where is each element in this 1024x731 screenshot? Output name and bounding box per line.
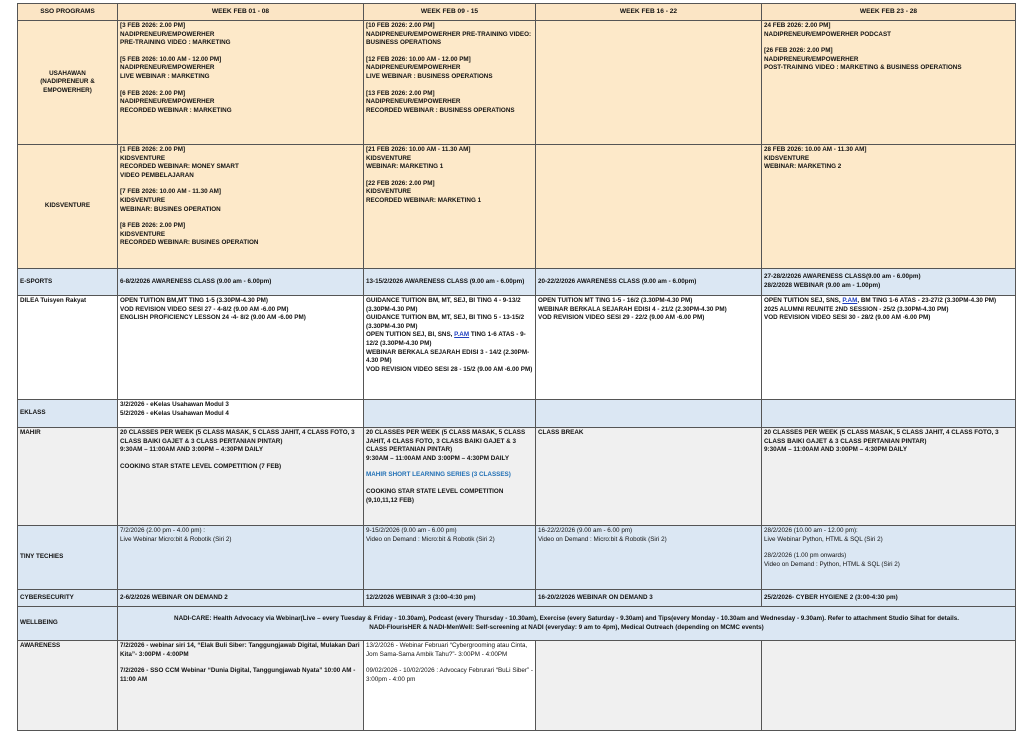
- program-dilea: DILEA Tuisyen Rakyat: [18, 296, 118, 400]
- header-week-1: WEEK FEB 01 - 08: [118, 4, 364, 21]
- row-wellbeing: [18, 607, 1016, 641]
- event-line: 20 CLASSES PER WEEK (5 CLASS MASAK, 5 CLASS JAHIT, 4 CLASS FOTO, 3 CLASS BAIKI GAJET & 3 CLASS PERTANIAN PINTAR): [366, 429, 527, 454]
- tiny-week-1: [118, 526, 364, 590]
- event-line: 9:30AM – 11:00AM AND 3:00PM – 4:30PM DAILY: [366, 454, 510, 462]
- tiny-week-2: [364, 526, 536, 590]
- usahawan-week-4: [762, 21, 1016, 145]
- event-line: LIVE WEBINAR : BUSINESS OPERATIONS: [366, 72, 493, 80]
- event-line: [366, 331, 533, 348]
- kidsventure-week-4: [762, 145, 1016, 269]
- eklass-week-4: [762, 400, 1016, 428]
- event-line: RECORDED WEBINAR : BUSINESS OPERATIONS: [366, 106, 515, 114]
- event-line: 7/2/2026 - webinar siri 14, “Elak Buli Siber: Tanggungjawab Digital, Mulakan Dari Kita”- 3:00PM - 4:00PM: [120, 642, 362, 658]
- event-line: WEBINAR BERKALA SEJARAH EDISI 3 - 14/2 (2.30PM-4.30 PM): [366, 348, 530, 365]
- event-line: KIDSVENTURE: [764, 154, 810, 162]
- event-line: RECORDED WEBINAR: MONEY SMART: [120, 163, 239, 171]
- program-mahir: MAHIR: [18, 428, 118, 526]
- event-line: RECORDED WEBINAR : MARKETING: [120, 106, 232, 114]
- cyber-week-4: 25/2/2026- CYBER HYGIENE 2 (3:00-4:30 pm): [762, 590, 1016, 607]
- event-line: [764, 297, 1013, 306]
- event-line: 24 FEB 2026: 2.00 PM]: [764, 22, 831, 29]
- event-line: Live Webinar Python, HTML & SQL (Siri 2): [764, 535, 883, 543]
- event-line: 27-28/2/2026 AWARENESS CLASS(9.00 am - 6.00pm): [764, 273, 921, 281]
- event-line: COOKING STAR STATE LEVEL COMPETITION (7 FEB): [120, 462, 282, 470]
- event-line: [10 FEB 2026: 2.00 PM]: [366, 22, 435, 29]
- row-usahawan: [18, 21, 1016, 145]
- row-eklass: [18, 400, 1016, 428]
- esports-week-4: [762, 269, 1016, 296]
- event-line: [21 FEB 2026: 10.00 AM - 11.30 AM]: [366, 146, 471, 153]
- awareness-week-2: [364, 641, 536, 731]
- awareness-week-3: [536, 641, 762, 731]
- event-line: 7/2/2026 - SSO CCM Webinar “Dunia Digital, Tanggungjawab Nyata” 10:00 AM - 11:00 AM: [120, 667, 358, 683]
- mahir-week-2: [364, 428, 536, 526]
- event-line: Video on Demand : Micro:bit & Robotik (Siri 2): [366, 535, 495, 543]
- program-label: USAHAWAN (NADIPRENEUR & EMPOWERHER): [40, 69, 95, 94]
- kidsventure-week-2: [364, 145, 536, 269]
- esports-week-2: 13-15/2/2026 AWARENESS CLASS (9.00 am - 6.00pm): [364, 269, 536, 296]
- event-line: KIDSVENTURE: [366, 188, 412, 196]
- mahir-week-4: [762, 428, 1016, 526]
- pam-link[interactable]: P.AM: [454, 331, 470, 339]
- mahir-week-1: [118, 428, 364, 526]
- event-line: 16-22/2/2026 (9.00 am - 6.00 pm): [538, 527, 633, 534]
- event-line: LIVE WEBINAR : MARKETING: [120, 72, 210, 80]
- event-line: ENGLISH PROFICIENCY LESSON 24 -4- 8/2 (9.00 AM -6.00 PM): [120, 314, 306, 322]
- event-line: NADIPRENEUR/EMPOWERHER: [120, 64, 215, 72]
- esports-week-3: 20-22/2/2026 AWARENESS CLASS (9.00 am - 6.00pm): [536, 269, 762, 296]
- event-line: 2025 ALUMNI REUNITE 2ND SESSION - 25/2 (3.30PM-4.30 PM): [764, 305, 949, 313]
- dilea-week-4: [762, 296, 1016, 400]
- event-line: 9-15/2/2026 (9.00 am - 6.00 pm): [366, 527, 457, 534]
- event-line: POST-TRAINING VIDEO : MARKETING & BUSINESS OPERATIONS: [764, 64, 962, 72]
- header-programs: SSO PROGRAMS: [18, 4, 118, 21]
- event-line: COOKING STAR STATE LEVEL COMPETITION (9,10,11,12 FEB): [366, 487, 506, 504]
- event-line: OPEN TUITION MT TING 1-5 - 16/2 (3.30PM-4.30 PM): [538, 297, 693, 304]
- eklass-week-3: [536, 400, 762, 428]
- event-line: 09/02/2026 - 10/02/2026 : Advocacy Februrari “BuLi Siber” - 3:00pm - 4:00 pm: [366, 667, 535, 683]
- event-line: WEBINAR BERKALA SEJARAH EDISI 4 - 21/2 (2.30PM-4.30 PM): [538, 305, 727, 313]
- event-line: KIDSVENTURE: [120, 230, 166, 238]
- row-tiny-techies: [18, 526, 1016, 590]
- event-line: NADIPRENEUR/EMPOWERHER PRE-TRAINING VIDEO: BUSINESS OPERATIONS: [366, 30, 533, 47]
- program-tiny-techies: TINY TECHIES: [18, 526, 118, 590]
- event-line: WEBINAR: BUSINES OPERATION: [120, 205, 221, 213]
- program-awareness: AWARENESS: [18, 641, 118, 731]
- kidsventure-week-3: [536, 145, 762, 269]
- event-line: VOD REVISION VIDEO SESI 28 - 15/2 (9.00 AM -6.00 PM): [366, 365, 533, 373]
- event-line: [8 FEB 2026: 2.00 PM]: [120, 222, 186, 230]
- awareness-week-1: [118, 641, 364, 731]
- header-week-4: WEEK FEB 23 - 28: [762, 4, 1016, 21]
- event-line: [6 FEB 2026: 2.00 PM]: [120, 89, 186, 97]
- event-line: GUIDANCE TUITION BM, MT, SEJ, BI TING 4 - 9-13/2 (3.30PM-4.30 PM): [366, 297, 523, 313]
- event-line: 7/2/2026 (2.00 pm - 4.00 pm) :: [120, 527, 206, 534]
- event-line: 5/2/2026 - eKelas Usahawan Modul 4: [120, 409, 229, 417]
- event-line: WEBINAR: MARKETING 1: [366, 163, 444, 171]
- event-line: Video on Demand : Micro:bit & Robotik (Siri 2): [538, 535, 667, 543]
- header-week-2: WEEK FEB 09 - 15: [364, 4, 536, 21]
- event-line: NADIPRENEUR/EMPOWERHER: [120, 30, 215, 38]
- event-line: KIDSVENTURE: [120, 154, 166, 162]
- pam-link[interactable]: P.AM: [842, 297, 858, 304]
- event-line: 28/2/2026 (10.00 am - 12.00 pm):: [764, 527, 858, 534]
- eklass-week-2: [364, 400, 536, 428]
- tiny-week-4: [762, 526, 1016, 590]
- program-cybersecurity: CYBERSECURITY: [18, 590, 118, 607]
- event-line: 13/2/2026 - Webinar Februari “Cybergrooming atau Cinta, Jom Sama-Sama Ambik Tahu?”- 3:00PM - 4:00PM: [366, 642, 529, 658]
- event-line: 20 CLASSES PER WEEK (5 CLASS MASAK, 5 CLASS JAHIT, 4 CLASS FOTO, 3 CLASS BAIKI GAJET & 3 CLASS PERTANIAN PINTAR): [764, 429, 1001, 445]
- event-line: VOD REVISION VIDEO SESI 30 - 28/2 (9.00 AM -6.00 PM): [764, 314, 931, 322]
- event-line: VIDEO PEMBELAJARAN: [120, 171, 194, 179]
- event-line: VOD REVISION VIDEO SESI 29 - 22/2 (9.00 AM -6.00 PM): [538, 314, 705, 322]
- header-week-3: WEEK FEB 16 - 22: [536, 4, 762, 21]
- event-line: 28/2/2028 WEBINAR (9.00 am - 1.00pm): [764, 282, 881, 289]
- event-line: [3 FEB 2026: 2.00 PM]: [120, 22, 186, 29]
- dilea-week-2: [364, 296, 536, 400]
- awareness-week-4: [762, 641, 1016, 731]
- header-row: [18, 4, 1016, 21]
- row-mahir: [18, 428, 1016, 526]
- event-line: OPEN TUITION BM,MT TING 1-5 (3.30PM-4.30 PM): [120, 297, 268, 304]
- mahir-week-3: CLASS BREAK: [536, 428, 762, 526]
- event-line: NADIPRENEUR/EMPOWERHER: [366, 64, 461, 72]
- program-eklass: EKLASS: [18, 400, 118, 428]
- dilea-week-1: [118, 296, 364, 400]
- event-text: TING 1-6 ATAS - 9-12/2 (3.30PM-4.30 PM): [366, 331, 526, 347]
- program-kidsventure: KIDSVENTURE: [18, 145, 118, 269]
- event-line: PRE-TRAINING VIDEO : MARKETING: [120, 39, 231, 47]
- program-esports: E-SPORTS: [18, 269, 118, 296]
- event-line: Video on Demand : Python, HTML & SQL (Siri 2): [764, 560, 900, 568]
- event-line: GUIDANCE TUITION BM, MT, SEJ, BI TING 5 - 13-15/2 (3.30PM-4.30 PM): [366, 314, 526, 330]
- event-line: [5 FEB 2026: 10.00 AM - 12.00 PM]: [120, 55, 222, 63]
- event-line: KIDSVENTURE: [120, 196, 166, 204]
- esports-week-1: 6-8/2/2026 AWARENESS CLASS (9.00 am - 6.00pm): [118, 269, 364, 296]
- wellbeing-details: [118, 607, 1016, 641]
- tiny-week-3: [536, 526, 762, 590]
- event-line: [22 FEB 2026: 2.00 PM]: [366, 179, 435, 187]
- event-text: OPEN TUITION SEJ, SNS,: [764, 297, 843, 304]
- event-line: NADIPRENEUR/EMPOWERHER: [120, 98, 215, 106]
- event-line: [13 FEB 2026: 2.00 PM]: [366, 89, 435, 97]
- row-kidsventure: [18, 145, 1016, 269]
- usahawan-week-1: [118, 21, 364, 145]
- event-line: 9:30AM – 11:00AM AND 3:00PM – 4:30PM DAILY: [764, 446, 908, 454]
- schedule-table: [17, 3, 1016, 731]
- event-line: 20 CLASSES PER WEEK (5 CLASS MASAK, 5 CLASS JAHIT, 4 CLASS FOTO, 3 CLASS BAIKI GAJET & 3 CLASS PERTANIAN PINTAR): [120, 429, 357, 445]
- eklass-week-1: [118, 400, 364, 428]
- usahawan-week-3: [536, 21, 762, 145]
- event-line: VOD REVISION VIDEO SESI 27 - 4-8/2 (9.00 AM -6.00 PM): [120, 305, 289, 313]
- event-line: 28 FEB 2026: 10.00 AM - 11.30 AM]: [764, 146, 867, 153]
- event-line: Live Webinar Micro:bit & Robotik (Siri 2): [120, 535, 232, 543]
- event-line: [1 FEB 2026: 2.00 PM]: [120, 146, 186, 153]
- event-text: OPEN TUITION SEJ, BI, SNS,: [366, 331, 455, 339]
- program-wellbeing: WELLBEING: [18, 607, 118, 641]
- event-line: 28/2/2026 (1.00 pm onwards): [764, 552, 847, 560]
- row-dilea: [18, 296, 1016, 400]
- cyber-week-1: 2-6/2/2026 WEBINAR ON DEMAND 2: [118, 590, 364, 607]
- event-line: MAHIR SHORT LEARNING SERIES (3 CLASSES): [366, 471, 511, 479]
- event-line: NADIPRENEUR/EMPOWERHER: [764, 55, 859, 63]
- event-line: [12 FEB 2026: 10.00 AM - 12.00 PM]: [366, 55, 471, 63]
- event-line: RECORDED WEBINAR: BUSINES OPERATION: [120, 239, 259, 247]
- event-line: 9:30AM – 11:00AM AND 3:00PM – 4:30PM DAILY: [120, 446, 264, 454]
- usahawan-week-2: [364, 21, 536, 145]
- dilea-week-3: [536, 296, 762, 400]
- event-line: [26 FEB 2026: 2.00 PM]: [764, 47, 833, 55]
- row-cybersecurity: [18, 590, 1016, 607]
- event-line: NADIPRENEUR/EMPOWERHER: [366, 98, 461, 106]
- event-line: NADI-CARE: Health Advocacy via Webinar(Live – every Tuesday & Friday - 10.30am), Podcast (every Thursday - 10.30am), Exercise (every Saturday - 9.30am) and Tips(every Monday - 10.30am and Wednesday - 9.30am). Refer to attachment Studio Sihat for details.: [174, 614, 959, 622]
- event-line: WEBINAR: MARKETING 2: [764, 163, 842, 171]
- event-line: [7 FEB 2026: 10.00 AM - 11.30 AM]: [120, 188, 222, 196]
- row-awareness: [18, 641, 1016, 731]
- event-line: NADIPRENEUR/EMPOWERHER PODCAST: [764, 30, 891, 38]
- event-text: , BM TING 1-6 ATAS - 23-27/2 (3.30PM-4.30 PM): [857, 297, 997, 304]
- event-line: 3/2/2026 - eKelas Usahawan Modul 3: [120, 401, 229, 408]
- event-line: KIDSVENTURE: [366, 154, 412, 162]
- kidsventure-week-1: [118, 145, 364, 269]
- program-usahawan: [18, 21, 118, 145]
- cyber-week-2: 12/2/2026 WEBINAR 3 (3:00-4:30 pm): [364, 590, 536, 607]
- cyber-week-3: 16-20/2/2026 WEBINAR ON DEMAND 3: [536, 590, 762, 607]
- event-line: NADI-FlourisHER & NADI-MenWell: Self-screening at NADI (everyday: 9 am to 4pm), Medical Outreach (depending on MCMC events): [369, 623, 764, 631]
- event-line: RECORDED WEBINAR: MARKETING 1: [366, 196, 482, 204]
- row-esports: [18, 269, 1016, 296]
